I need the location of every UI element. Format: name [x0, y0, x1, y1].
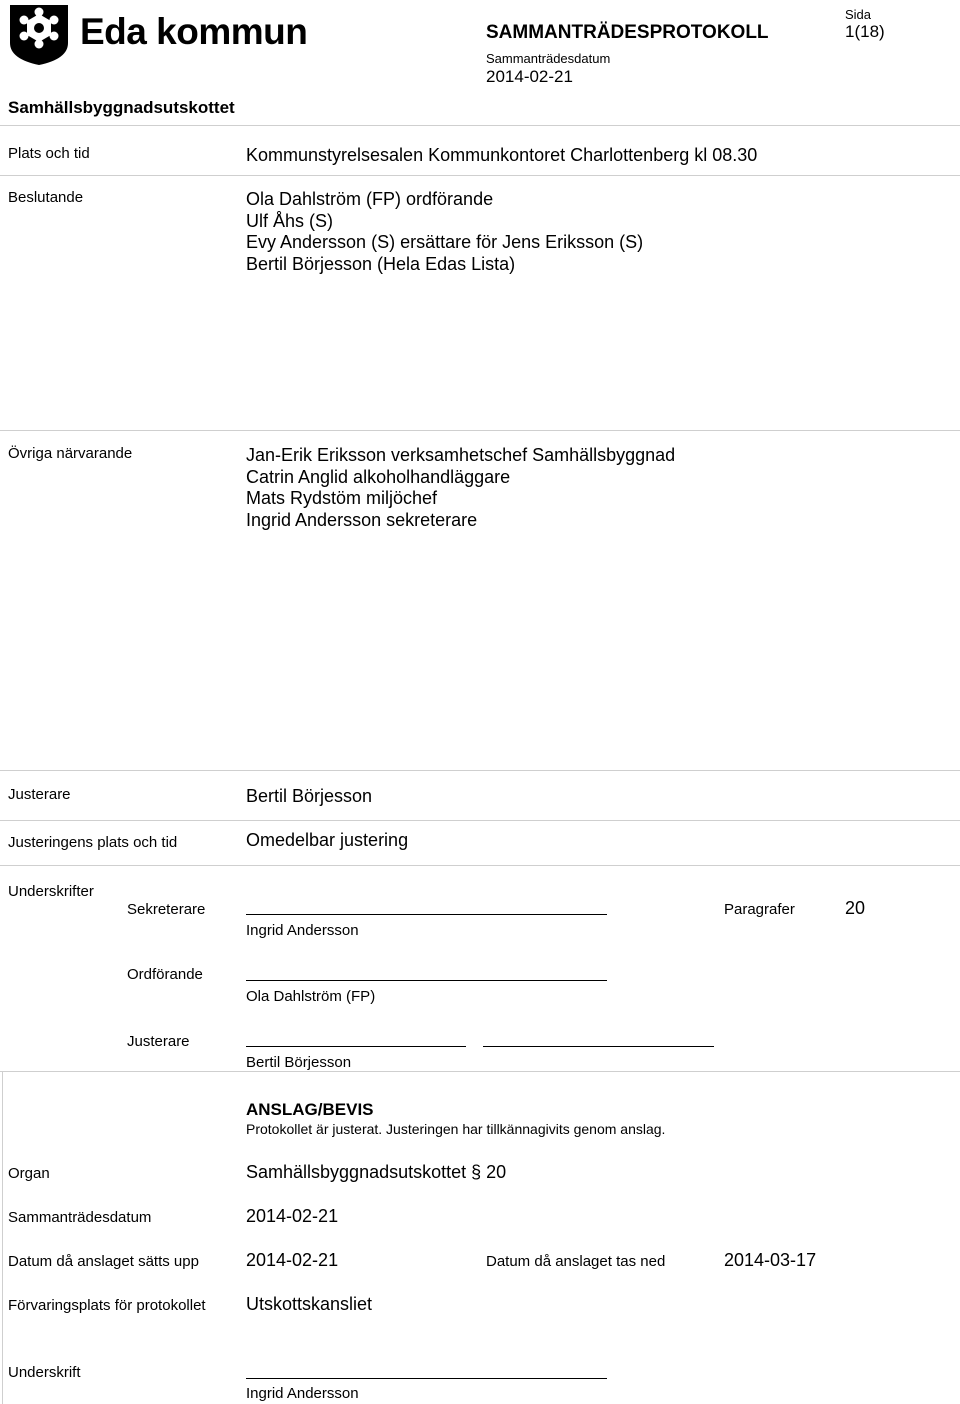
secretary-signature-line: [246, 914, 607, 915]
divider: [0, 820, 960, 821]
adjuster-sign-name: Bertil Börjesson: [246, 1054, 352, 1071]
storage-value: Utskottskansliet: [246, 1294, 373, 1314]
paragraphs-label: Paragrafer: [724, 901, 795, 918]
organ-label: Organ: [8, 1165, 50, 1182]
chair-signature-line: [246, 980, 607, 981]
attendee: Ingrid Andersson sekreterare: [246, 509, 478, 530]
others-label: Övriga närvarande: [8, 445, 133, 462]
notice-text: Protokollet är justerat. Justeringen har tillkännagivits genom anslag.: [246, 1121, 666, 1137]
place-value: Kommunstyrelsesalen Kommunkontoret Charlottenberg kl 08.30: [246, 145, 758, 165]
chair-label: Ordförande: [127, 966, 203, 983]
meeting-date-label: Sammanträdesdatum: [8, 1209, 152, 1226]
deciding-member: Bertil Börjesson (Hela Edas Lista): [246, 253, 516, 274]
adjuster-sign-label: Justerare: [127, 1033, 190, 1050]
deciding-member: Ola Dahlström (FP) ordförande: [246, 189, 494, 209]
page-number: 1(18): [845, 22, 885, 41]
divider: [0, 430, 960, 431]
divider: [0, 125, 960, 126]
logo-text: Eda kommun: [80, 11, 308, 52]
signatures-label: Underskrifter: [8, 883, 94, 900]
attendee: Mats Rydstöm miljöchef: [246, 488, 438, 508]
adjuster-signature-line: [246, 1046, 466, 1047]
storage-label: Förvaringsplats för protokollet: [8, 1297, 206, 1314]
divider: [0, 175, 960, 176]
removed-value: 2014-03-17: [724, 1250, 817, 1270]
deciding-list: [246, 189, 643, 275]
notice-signature-line: [246, 1378, 607, 1379]
deciding-member: Evy Andersson (S) ersättare för Jens Eriksson (S): [246, 232, 644, 252]
page-label: Sida: [845, 7, 872, 22]
notice-heading: ANSLAG/BEVIS: [246, 1100, 374, 1119]
paragraphs-value: 20: [845, 898, 866, 918]
meeting-date: 2014-02-21: [486, 67, 573, 86]
posted-label: Datum då anslaget sätts upp: [8, 1253, 199, 1270]
adjust-place-label: Justeringens plats och tid: [8, 834, 178, 851]
coat-of-arms-icon: [8, 3, 70, 67]
secretary-label: Sekreterare: [127, 901, 206, 918]
signature-label: Underskrift: [8, 1364, 81, 1381]
posted-value: 2014-02-21: [246, 1250, 339, 1270]
chair-name: Ola Dahlström (FP): [246, 988, 376, 1005]
divider: [0, 1071, 960, 1072]
others-list: [246, 445, 675, 531]
attendee: Jan-Erik Eriksson verksamhetschef Samhällsbyggnad: [246, 445, 676, 465]
place-label: Plats och tid: [8, 145, 90, 162]
organ-value: Samhällsbyggnadsutskottet § 20: [246, 1162, 507, 1182]
deciding-member: Ulf Åhs (S): [246, 210, 334, 231]
meeting-date-value: 2014-02-21: [246, 1206, 339, 1226]
secretary-name: Ingrid Andersson: [246, 922, 359, 939]
removed-label: Datum då anslaget tas ned: [486, 1253, 666, 1270]
attendee: Catrin Anglid alkoholhandläggare: [246, 466, 511, 487]
divider: [2, 1071, 3, 1404]
divider: [0, 865, 960, 866]
committee-name: Samhällsbyggnadsutskottet: [8, 98, 235, 117]
divider: [0, 770, 960, 771]
municipality-logo: [8, 3, 308, 67]
adjuster-signature-line-2: [483, 1046, 714, 1047]
adjuster-value: Bertil Börjesson: [246, 786, 373, 806]
document-title: SAMMANTRÄDESPROTOKOLL: [486, 22, 769, 43]
adjust-place-value: Omedelbar justering: [246, 830, 409, 850]
date-label: Sammanträdesdatum: [486, 51, 611, 66]
signature-name: Ingrid Andersson: [246, 1385, 359, 1402]
deciding-label: Beslutande: [8, 189, 84, 206]
adjuster-label: Justerare: [8, 786, 71, 803]
